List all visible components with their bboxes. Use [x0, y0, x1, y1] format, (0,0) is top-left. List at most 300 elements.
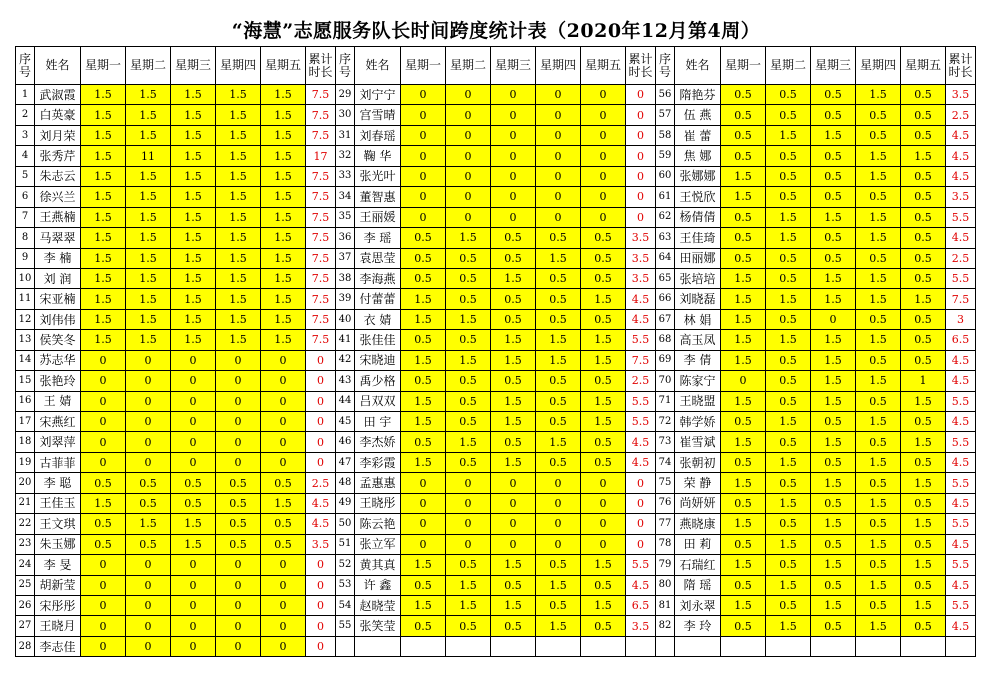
cell-fri: 1.5: [261, 228, 306, 248]
cell-name: 侯笑冬: [35, 330, 81, 350]
cell-wed: 0: [491, 207, 536, 227]
cell-mon: 0.5: [721, 146, 766, 166]
cell-wed: 0.5: [171, 473, 216, 493]
cell-fri: 0.5: [901, 616, 946, 636]
cell-total: 4.5: [946, 371, 976, 391]
cell-mon: 1.5: [81, 125, 126, 145]
cell-thu: 1.5: [856, 289, 901, 309]
cell-total: 2.5: [946, 105, 976, 125]
cell-wed: 0: [491, 125, 536, 145]
cell-total: 0: [306, 432, 336, 452]
cell-seq: 56: [656, 85, 675, 105]
cell-mon: 1.5: [81, 309, 126, 329]
cell-wed: 1.5: [491, 595, 536, 615]
cell-seq: 77: [656, 514, 675, 534]
cell-fri: 0: [261, 636, 306, 656]
cell-thu: 0.5: [856, 391, 901, 411]
cell-mon: 0.5: [401, 268, 446, 288]
cell-seq: 31: [336, 125, 355, 145]
cell-thu: 1.5: [216, 85, 261, 105]
cell-wed: 0.5: [491, 432, 536, 452]
cell-name: 朱志云: [35, 166, 81, 186]
cell-mon: 1.5: [401, 595, 446, 615]
cell-total: 0: [626, 493, 656, 513]
cell-seq: 79: [656, 555, 675, 575]
cell-thu: 1.5: [536, 575, 581, 595]
cell-name: 鞠 华: [355, 146, 401, 166]
cell-mon: 1.5: [81, 228, 126, 248]
cell-total: 7.5: [306, 105, 336, 125]
cell-wed: 1.5: [491, 350, 536, 370]
cell-wed: 0.5: [811, 187, 856, 207]
cell-thu: 0.5: [856, 432, 901, 452]
cell-tue: 0.5: [766, 105, 811, 125]
cell-tue: 0.5: [766, 432, 811, 452]
cell-mon: 0: [401, 514, 446, 534]
cell-seq: 57: [656, 105, 675, 125]
cell-tue: 0: [126, 452, 171, 472]
cell-fri: 0.5: [901, 268, 946, 288]
cell-wed: 0.5: [811, 228, 856, 248]
cell-fri: 0.5: [581, 616, 626, 636]
cell-mon: 0.5: [81, 514, 126, 534]
cell-mon: 1.5: [721, 350, 766, 370]
cell-fri: 0.5: [261, 473, 306, 493]
cell-seq: 66: [656, 289, 675, 309]
cell-fri: 1.5: [901, 289, 946, 309]
cell-wed: 1.5: [171, 289, 216, 309]
cell-wed: 1.5: [171, 330, 216, 350]
cell-wed: 1.5: [171, 248, 216, 268]
cell-mon: 0: [81, 636, 126, 656]
table-row: [16, 125, 976, 145]
cell-fri: 1.5: [581, 350, 626, 370]
cell-mon: 0: [401, 493, 446, 513]
table-row: [16, 146, 976, 166]
cell-fri: 0.5: [901, 452, 946, 472]
cell-tue: 1.5: [126, 309, 171, 329]
cell-thu: 1.5: [216, 268, 261, 288]
cell-tue: 0.5: [446, 371, 491, 391]
cell-total: 7.5: [306, 309, 336, 329]
cell-tue: 0.5: [766, 350, 811, 370]
cell-seq: 51: [336, 534, 355, 554]
cell-fri: 1.5: [261, 268, 306, 288]
cell-mon: 0: [81, 595, 126, 615]
cell-mon: 0.5: [721, 412, 766, 432]
cell-name: 王 婧: [35, 391, 81, 411]
cell-fri: 0: [261, 595, 306, 615]
cell-seq: 58: [656, 125, 675, 145]
cell-thu: 0: [536, 514, 581, 534]
cell-total: 0: [306, 555, 336, 575]
cell-wed: 1.5: [171, 309, 216, 329]
cell-thu: 1.5: [216, 309, 261, 329]
cell-mon: 0: [401, 207, 446, 227]
cell-name: 田 莉: [675, 534, 721, 554]
cell-mon: 0: [81, 575, 126, 595]
cell-seq: 47: [336, 452, 355, 472]
cell-total: 3.5: [626, 228, 656, 248]
cell-tue: 0.5: [446, 412, 491, 432]
cell-fri: 1.5: [901, 555, 946, 575]
cell-total: 3.5: [946, 187, 976, 207]
cell-wed: 0: [491, 187, 536, 207]
cell-total: 5.5: [626, 330, 656, 350]
cell-mon: 0.5: [721, 534, 766, 554]
cell-total: 4.5: [946, 616, 976, 636]
cell-fri: 0.5: [261, 534, 306, 554]
cell-total: 4.5: [306, 514, 336, 534]
cell-fri: 1.5: [581, 289, 626, 309]
cell-thu: 0.5: [856, 473, 901, 493]
cell-wed: 0.5: [811, 85, 856, 105]
cell-name: 刘宁宁: [355, 85, 401, 105]
cell-thu: 0: [536, 125, 581, 145]
cell-fri: 0: [581, 166, 626, 186]
cell-tue: 1.5: [126, 187, 171, 207]
cell-fri: 0.5: [581, 268, 626, 288]
empty-cell: [401, 636, 446, 656]
cell-total: 4.5: [626, 432, 656, 452]
cell-thu: 1.5: [216, 125, 261, 145]
cell-name: 李 倩: [675, 350, 721, 370]
header-name-block-3: 姓名: [675, 47, 721, 85]
cell-seq: 52: [336, 555, 355, 575]
cell-name: 焦 娜: [675, 146, 721, 166]
cell-tue: 1.5: [126, 248, 171, 268]
cell-name: 杨倩倩: [675, 207, 721, 227]
cell-mon: 1.5: [721, 595, 766, 615]
table-row: [16, 473, 976, 493]
cell-fri: 0.5: [261, 514, 306, 534]
cell-tue: 0.5: [766, 555, 811, 575]
cell-thu: 0.5: [856, 187, 901, 207]
cell-thu: 0.5: [536, 412, 581, 432]
cell-thu: 0.5: [536, 371, 581, 391]
cell-tue: 1.5: [766, 125, 811, 145]
cell-total: 7.5: [306, 248, 336, 268]
cell-wed: 0: [491, 105, 536, 125]
empty-cell: [856, 636, 901, 656]
cell-name: 宫雪晴: [355, 105, 401, 125]
cell-fri: 0.5: [901, 309, 946, 329]
empty-cell: [766, 636, 811, 656]
cell-name: 宋燕红: [35, 412, 81, 432]
cell-wed: 0.5: [811, 248, 856, 268]
cell-name: 白英豪: [35, 105, 81, 125]
cell-thu: 0: [216, 555, 261, 575]
cell-tue: 0.5: [446, 330, 491, 350]
cell-thu: 0.5: [536, 228, 581, 248]
cell-wed: 1.5: [491, 330, 536, 350]
cell-wed: 0: [491, 514, 536, 534]
cell-seq: 44: [336, 391, 355, 411]
table-row: [16, 595, 976, 615]
cell-fri: 1.5: [261, 105, 306, 125]
cell-total: 17: [306, 146, 336, 166]
cell-tue: 1.5: [446, 309, 491, 329]
cell-tue: 0.5: [446, 391, 491, 411]
cell-thu: 0.5: [536, 595, 581, 615]
cell-wed: 0.5: [491, 228, 536, 248]
cell-fri: 0: [581, 534, 626, 554]
cell-wed: 0: [171, 371, 216, 391]
cell-seq: 50: [336, 514, 355, 534]
cell-total: 0: [626, 125, 656, 145]
cell-tue: 0.5: [126, 493, 171, 513]
cell-total: 7.5: [306, 228, 336, 248]
cell-tue: 1.5: [126, 166, 171, 186]
cell-total: 5.5: [626, 391, 656, 411]
cell-mon: 0.5: [401, 371, 446, 391]
cell-name: 张光叶: [355, 166, 401, 186]
cell-wed: 0.5: [491, 309, 536, 329]
cell-seq: 75: [656, 473, 675, 493]
table-row: [16, 636, 976, 656]
cell-seq: 20: [16, 473, 35, 493]
cell-fri: 0: [261, 412, 306, 432]
cell-wed: 0: [491, 473, 536, 493]
cell-mon: 0: [401, 105, 446, 125]
cell-mon: 1.5: [401, 391, 446, 411]
header-mon-block-2: 星期一: [401, 47, 446, 85]
cell-name: 张娜娜: [675, 166, 721, 186]
cell-thu: 1.5: [856, 330, 901, 350]
cell-seq: 48: [336, 473, 355, 493]
cell-total: 5.5: [946, 473, 976, 493]
cell-fri: 0.5: [901, 125, 946, 145]
cell-fri: 0.5: [901, 207, 946, 227]
cell-total: 2.5: [306, 473, 336, 493]
cell-total: 7.5: [626, 350, 656, 370]
cell-thu: 0: [536, 105, 581, 125]
cell-wed: 1.5: [491, 452, 536, 472]
cell-mon: 1.5: [401, 412, 446, 432]
cell-mon: 1.5: [81, 187, 126, 207]
empty-cell: [656, 636, 675, 656]
cell-total: 0: [306, 371, 336, 391]
cell-total: 4.5: [626, 289, 656, 309]
cell-name: 宋晓迪: [355, 350, 401, 370]
cell-fri: 1.5: [581, 595, 626, 615]
header-wed-block-1: 星期三: [171, 47, 216, 85]
cell-seq: 65: [656, 268, 675, 288]
cell-seq: 74: [656, 452, 675, 472]
cell-name: 赵晓莹: [355, 595, 401, 615]
cell-fri: 0.5: [581, 228, 626, 248]
cell-wed: 0.5: [811, 452, 856, 472]
cell-wed: 1.5: [171, 105, 216, 125]
header-fri-block-2: 星期五: [581, 47, 626, 85]
table-row: [16, 391, 976, 411]
cell-mon: 1.5: [721, 473, 766, 493]
cell-seq: 19: [16, 452, 35, 472]
cell-tue: 0.5: [766, 248, 811, 268]
cell-name: 王晓月: [35, 616, 81, 636]
cell-seq: 64: [656, 248, 675, 268]
table-row: [16, 85, 976, 105]
empty-cell: [491, 636, 536, 656]
cell-mon: 1.5: [81, 166, 126, 186]
cell-fri: 1.5: [901, 146, 946, 166]
cell-seq: 11: [16, 289, 35, 309]
cell-tue: 1.5: [766, 452, 811, 472]
cell-name: 韩学娇: [675, 412, 721, 432]
cell-wed: 1.5: [171, 514, 216, 534]
cell-tue: 1.5: [766, 207, 811, 227]
cell-seq: 54: [336, 595, 355, 615]
cell-seq: 5: [16, 166, 35, 186]
cell-name: 孟惠惠: [355, 473, 401, 493]
cell-name: 李杰娇: [355, 432, 401, 452]
cell-name: 张立军: [355, 534, 401, 554]
cell-name: 武淑霞: [35, 85, 81, 105]
cell-tue: 1.5: [446, 228, 491, 248]
cell-thu: 0: [536, 534, 581, 554]
cell-tue: 0: [126, 391, 171, 411]
cell-tue: 1.5: [766, 228, 811, 248]
cell-mon: 0.5: [401, 616, 446, 636]
cell-mon: 1.5: [721, 268, 766, 288]
cell-seq: 49: [336, 493, 355, 513]
table-row: [16, 309, 976, 329]
cell-thu: 1.5: [856, 575, 901, 595]
cell-mon: 0.5: [401, 330, 446, 350]
cell-seq: 59: [656, 146, 675, 166]
table-row: [16, 432, 976, 452]
cell-wed: 1.5: [811, 350, 856, 370]
cell-fri: 1.5: [901, 514, 946, 534]
header-wed-block-3: 星期三: [811, 47, 856, 85]
cell-tue: 1.5: [766, 493, 811, 513]
cell-tue: 1.5: [126, 207, 171, 227]
cell-thu: 0: [536, 473, 581, 493]
cell-fri: 1.5: [581, 330, 626, 350]
cell-wed: 1.5: [171, 125, 216, 145]
cell-seq: 46: [336, 432, 355, 452]
cell-mon: 1.5: [401, 309, 446, 329]
cell-name: 禹少格: [355, 371, 401, 391]
cell-thu: 1.5: [856, 268, 901, 288]
cell-total: 3.5: [626, 616, 656, 636]
cell-seq: 41: [336, 330, 355, 350]
cell-total: 6.5: [626, 595, 656, 615]
cell-tue: 1.5: [126, 268, 171, 288]
cell-mon: 0.5: [401, 248, 446, 268]
cell-thu: 0.5: [856, 514, 901, 534]
cell-wed: 0.5: [811, 146, 856, 166]
cell-tue: 0: [446, 187, 491, 207]
cell-total: 4.5: [946, 166, 976, 186]
cell-tue: 0: [126, 432, 171, 452]
cell-wed: 0: [491, 534, 536, 554]
cell-fri: 1.5: [261, 330, 306, 350]
cell-wed: 0.5: [491, 575, 536, 595]
table-row: [16, 616, 976, 636]
cell-thu: 1.5: [856, 228, 901, 248]
cell-total: 7.5: [306, 166, 336, 186]
cell-total: 4.5: [946, 146, 976, 166]
cell-tue: 0: [126, 616, 171, 636]
cell-fri: 0.5: [901, 575, 946, 595]
cell-mon: 0: [401, 166, 446, 186]
cell-total: 2.5: [946, 248, 976, 268]
cell-name: 荣 静: [675, 473, 721, 493]
cell-total: 7.5: [306, 289, 336, 309]
cell-wed: 1.5: [171, 268, 216, 288]
cell-thu: 1.5: [216, 187, 261, 207]
cell-fri: 1.5: [261, 207, 306, 227]
cell-thu: 0: [536, 493, 581, 513]
cell-name: 李 聪: [35, 473, 81, 493]
cell-seq: 4: [16, 146, 35, 166]
cell-seq: 1: [16, 85, 35, 105]
cell-wed: 0: [171, 636, 216, 656]
cell-mon: 0.5: [721, 207, 766, 227]
cell-name: 李志佳: [35, 636, 81, 656]
cell-total: 2.5: [626, 371, 656, 391]
cell-name: 刘翠萍: [35, 432, 81, 452]
cell-fri: 0.5: [901, 85, 946, 105]
cell-total: 0: [626, 166, 656, 186]
cell-tue: 0: [446, 534, 491, 554]
cell-tue: 0.5: [766, 514, 811, 534]
cell-wed: 0: [171, 595, 216, 615]
cell-total: 4.5: [946, 350, 976, 370]
cell-thu: 1.5: [856, 85, 901, 105]
cell-thu: 0: [536, 146, 581, 166]
cell-name: 王晓彤: [355, 493, 401, 513]
cell-name: 付蕾蕾: [355, 289, 401, 309]
cell-fri: 0: [261, 575, 306, 595]
cell-total: 5.5: [946, 514, 976, 534]
cell-fri: 0.5: [581, 248, 626, 268]
cell-thu: 0.5: [536, 452, 581, 472]
cell-total: 4.5: [626, 309, 656, 329]
cell-fri: 1.5: [261, 187, 306, 207]
cell-mon: 1.5: [401, 555, 446, 575]
cell-name: 刘伟伟: [35, 309, 81, 329]
cell-fri: 1.5: [581, 391, 626, 411]
cell-thu: 0.5: [536, 309, 581, 329]
cell-thu: 0.5: [536, 268, 581, 288]
cell-mon: 1.5: [401, 350, 446, 370]
cell-fri: 0.5: [901, 166, 946, 186]
cell-name: 崔雪斌: [675, 432, 721, 452]
cell-tue: 0.5: [126, 534, 171, 554]
cell-wed: 1.5: [811, 289, 856, 309]
cell-wed: 1.5: [811, 330, 856, 350]
cell-mon: 1.5: [721, 330, 766, 350]
cell-wed: 1.5: [491, 268, 536, 288]
cell-tue: 0.5: [766, 595, 811, 615]
cell-mon: 1.5: [81, 268, 126, 288]
cell-name: 徐兴兰: [35, 187, 81, 207]
cell-seq: 34: [336, 187, 355, 207]
cell-wed: 1.5: [811, 391, 856, 411]
cell-tue: 1.5: [446, 350, 491, 370]
empty-cell: [336, 636, 355, 656]
cell-name: 崔 蕾: [675, 125, 721, 145]
cell-tue: 0: [126, 412, 171, 432]
cell-name: 张笑莹: [355, 616, 401, 636]
cell-name: 燕晓康: [675, 514, 721, 534]
cell-total: 4.5: [626, 575, 656, 595]
cell-mon: 1.5: [721, 289, 766, 309]
cell-tue: 0: [446, 473, 491, 493]
cell-tue: 1.5: [126, 289, 171, 309]
